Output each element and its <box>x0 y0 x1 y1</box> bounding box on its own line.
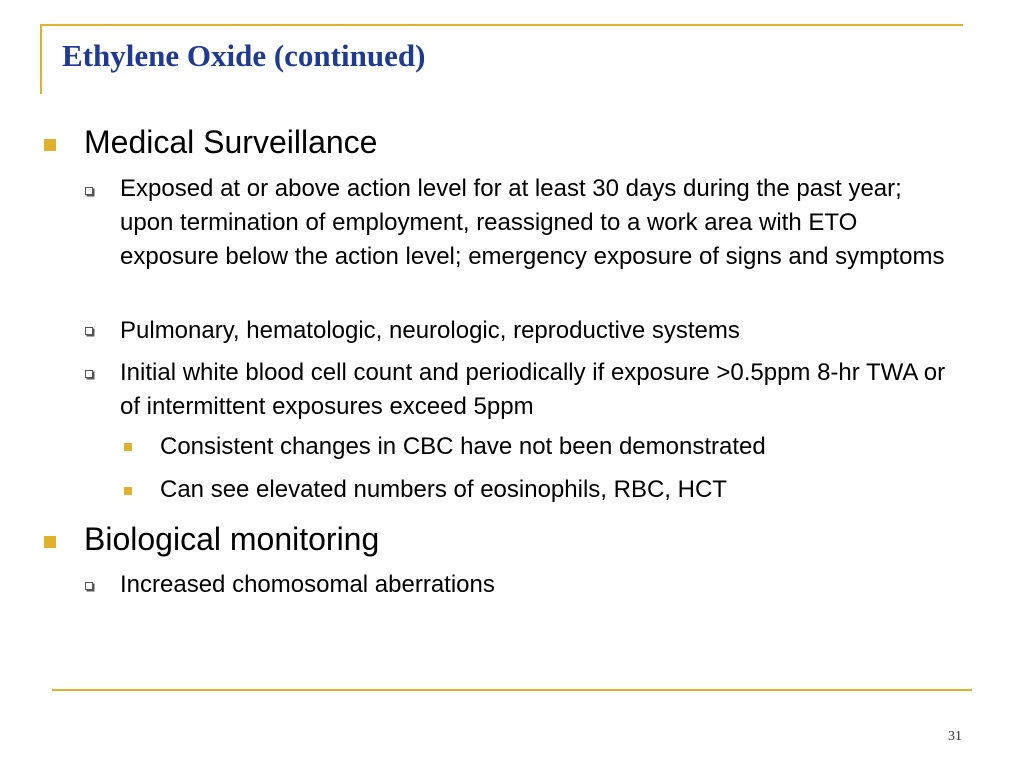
hollow-square-bullet-icon <box>85 582 93 590</box>
title-frame-left-line <box>40 24 42 94</box>
hollow-square-bullet-icon <box>85 187 93 195</box>
small-square-bullet-icon <box>124 443 132 451</box>
square-bullet-icon <box>44 139 56 151</box>
square-bullet-icon <box>44 536 56 548</box>
footer-divider <box>52 689 972 691</box>
list-item: Pulmonary, hematologic, neurologic, reproductive systems <box>120 317 740 344</box>
slide-title: Ethylene Oxide (continued) <box>62 38 426 73</box>
sub-list-item: Can see elevated numbers of eosinophils, RBC, HCT <box>160 476 727 503</box>
sub-list-item: Consistent changes in CBC have not been demonstrated <box>160 433 766 460</box>
section-heading-biological-monitoring: Biological monitoring <box>84 521 380 557</box>
list-item: Initial white blood cell count and periodically if exposure >0.5ppm 8-hr TWA or of intermittent exposures exceed 5ppm <box>120 359 946 420</box>
title-frame-top-line <box>40 24 963 26</box>
hollow-square-bullet-icon <box>85 370 93 378</box>
list-item: Increased chomosomal aberrations <box>120 571 495 598</box>
small-square-bullet-icon <box>124 487 132 495</box>
hollow-square-bullet-icon <box>85 327 93 335</box>
section-heading-medical-surveillance: Medical Surveillance <box>84 124 378 160</box>
list-item: Exposed at or above action level for at least 30 days during the past year; upon termination of employment, reassigned to a work area with ETO exposure below the action level; emergency exposure of signs and symptoms <box>120 175 945 270</box>
page-number: 31 <box>948 729 962 744</box>
